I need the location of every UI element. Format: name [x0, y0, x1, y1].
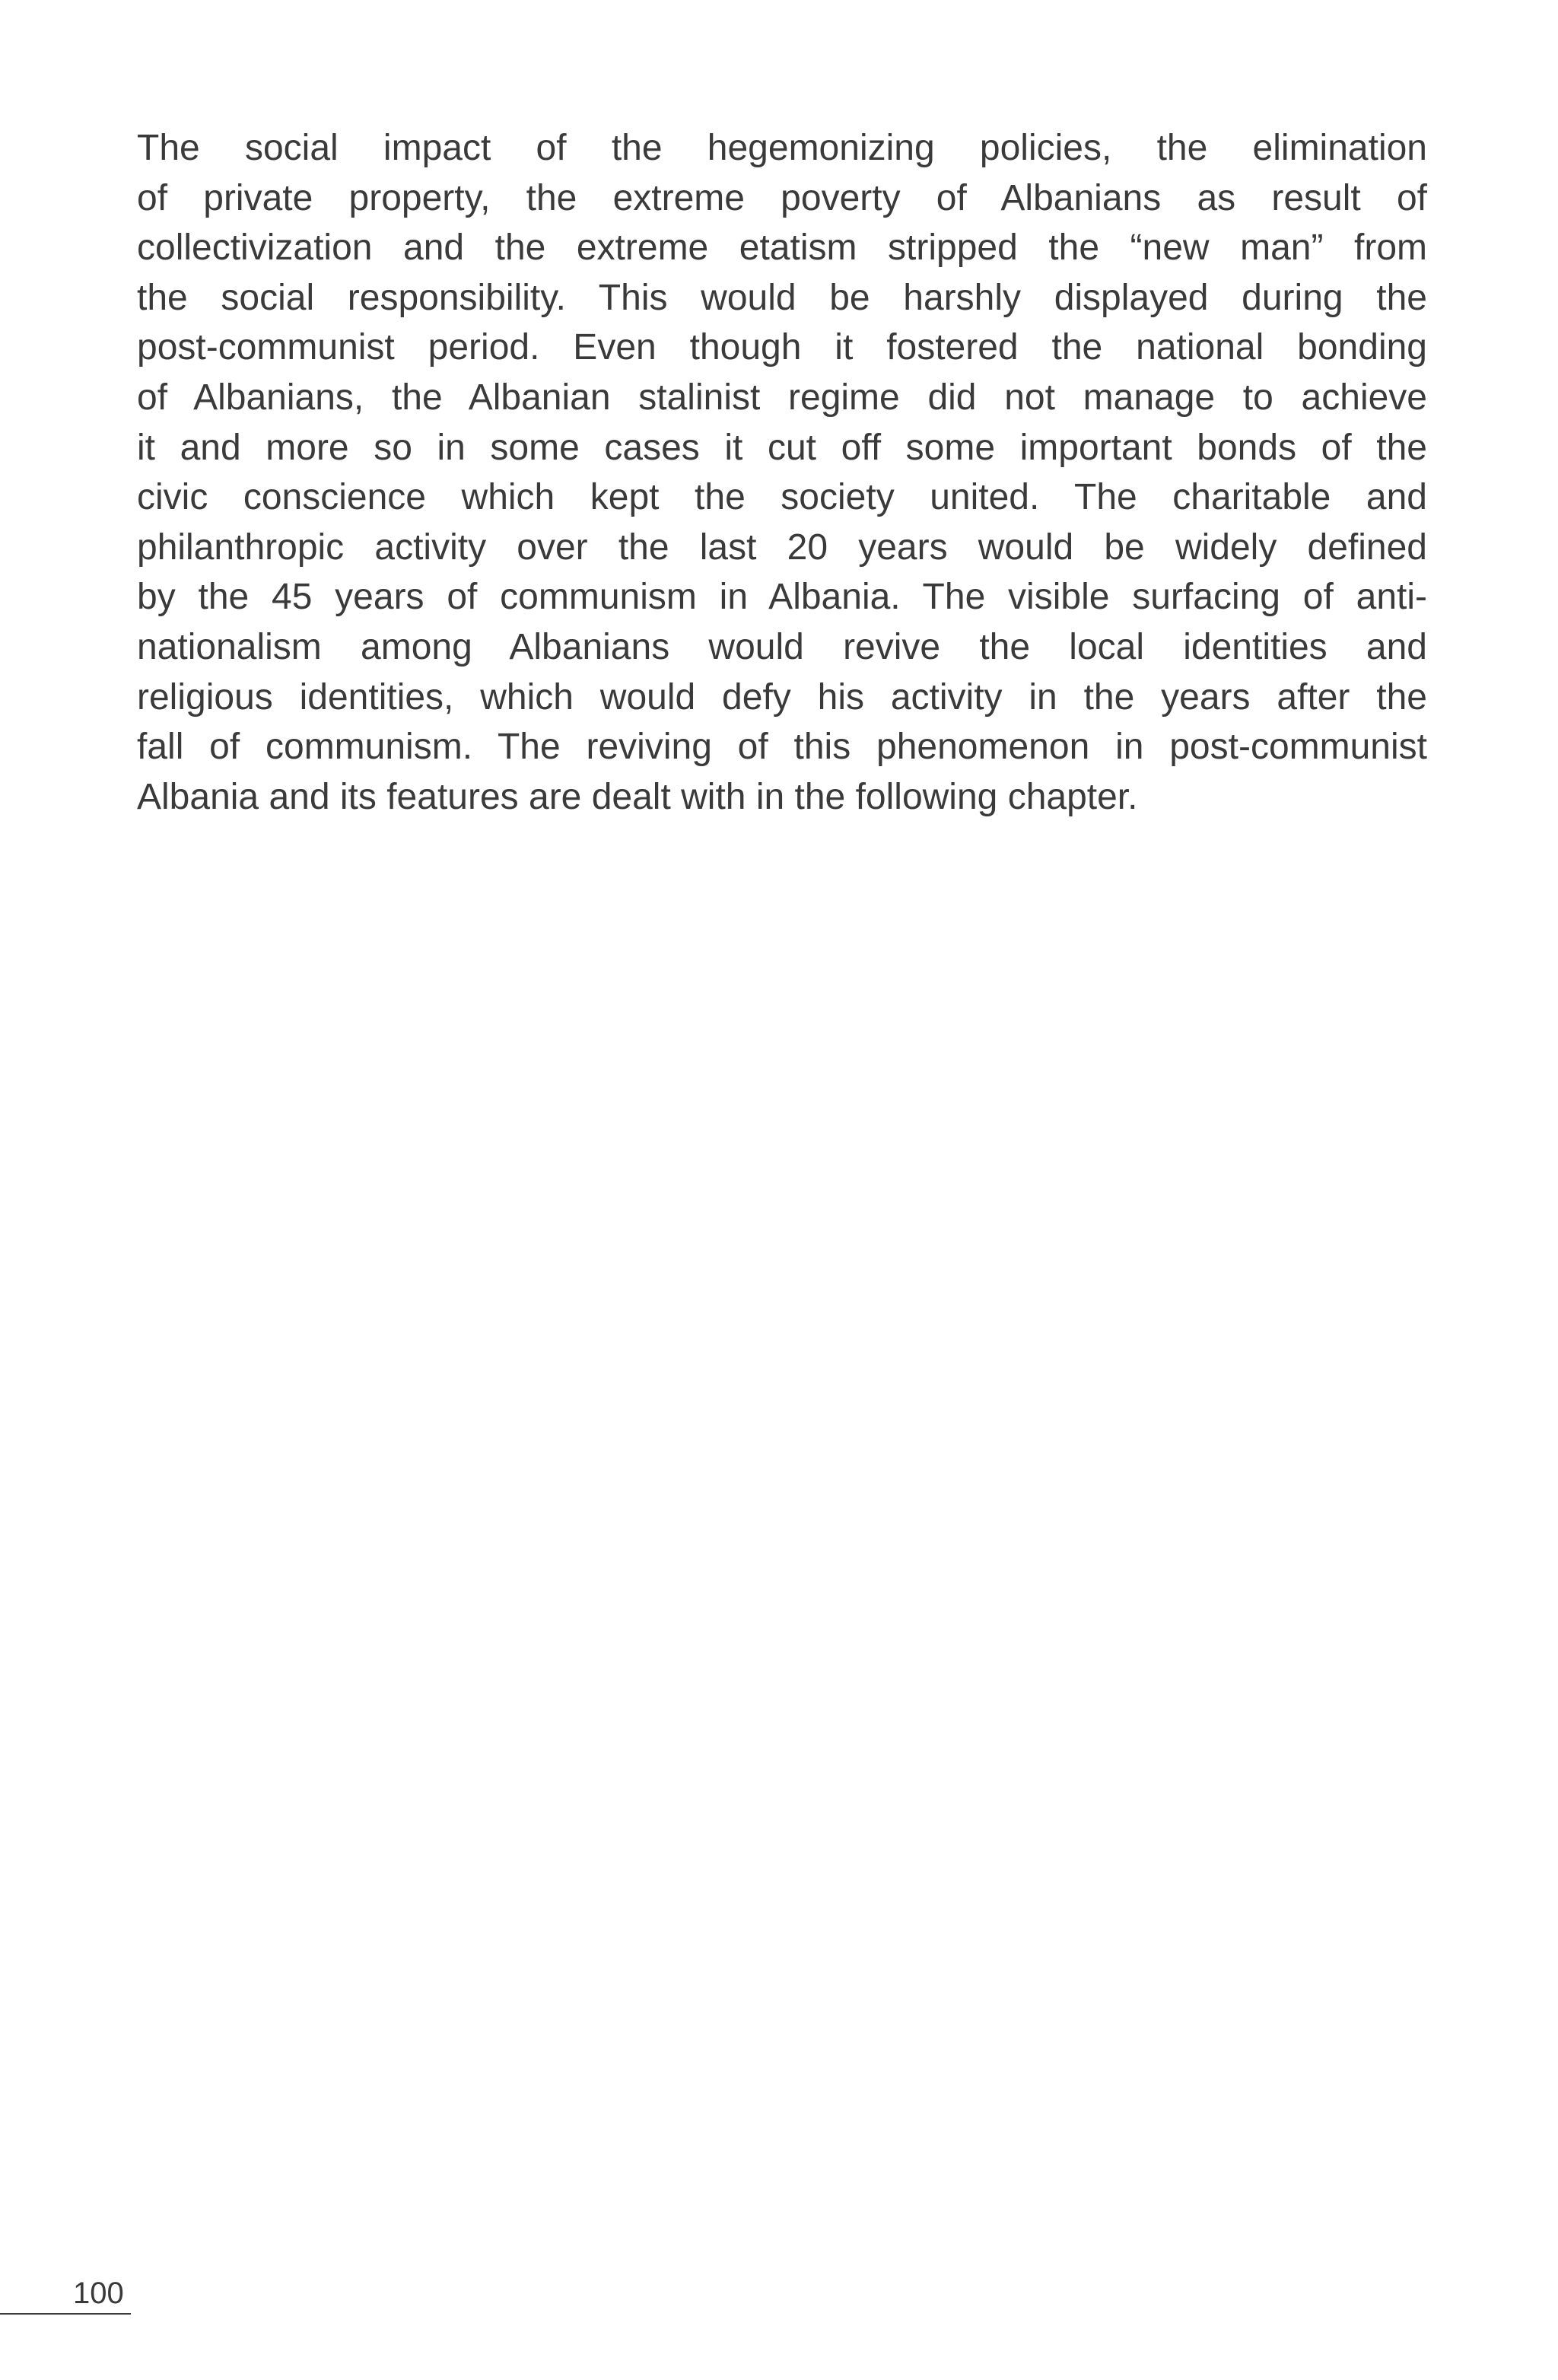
paragraph-line: it and more so in some cases it cut off some important bonds of the — [137, 427, 1427, 468]
paragraph-line: nationalism among Albanians would revive the local identities and — [137, 626, 1427, 667]
paragraph-line: philanthropic activity over the last 20 years would be widely defined — [137, 527, 1427, 568]
paragraph-line: of Albanians, the Albanian stalinist regime did not manage to achieve — [137, 377, 1427, 418]
paragraph-line: by the 45 years of communism in Albania. The visible surfacing of anti- — [137, 577, 1427, 618]
paragraph-line: of private property, the extreme poverty of Albanians as result of — [137, 177, 1427, 218]
body-paragraph — [137, 123, 1427, 822]
footer-rule — [0, 2313, 131, 2315]
paragraph-line: fall of communism. The reviving of this phenomenon in post-communist — [137, 727, 1427, 768]
paragraph-line: collectivization and the extreme etatism stripped the “new man” from — [137, 228, 1427, 269]
paragraph-line: The social impact of the hegemonizing policies, the elimination — [137, 128, 1427, 168]
paragraph-line: religious identities, which would defy his activity in the years after the — [137, 676, 1427, 718]
paragraph-line: post-communist period. Even though it fostered the national bonding — [137, 327, 1427, 368]
paragraph-line: Albania and its features are dealt with in the following chapter. — [137, 776, 1138, 817]
paragraph-line: civic conscience which kept the society united. The charitable and — [137, 477, 1427, 518]
paragraph-line: the social responsibility. This would be harshly displayed during the — [137, 277, 1427, 318]
page-number: 100 — [73, 2277, 124, 2310]
